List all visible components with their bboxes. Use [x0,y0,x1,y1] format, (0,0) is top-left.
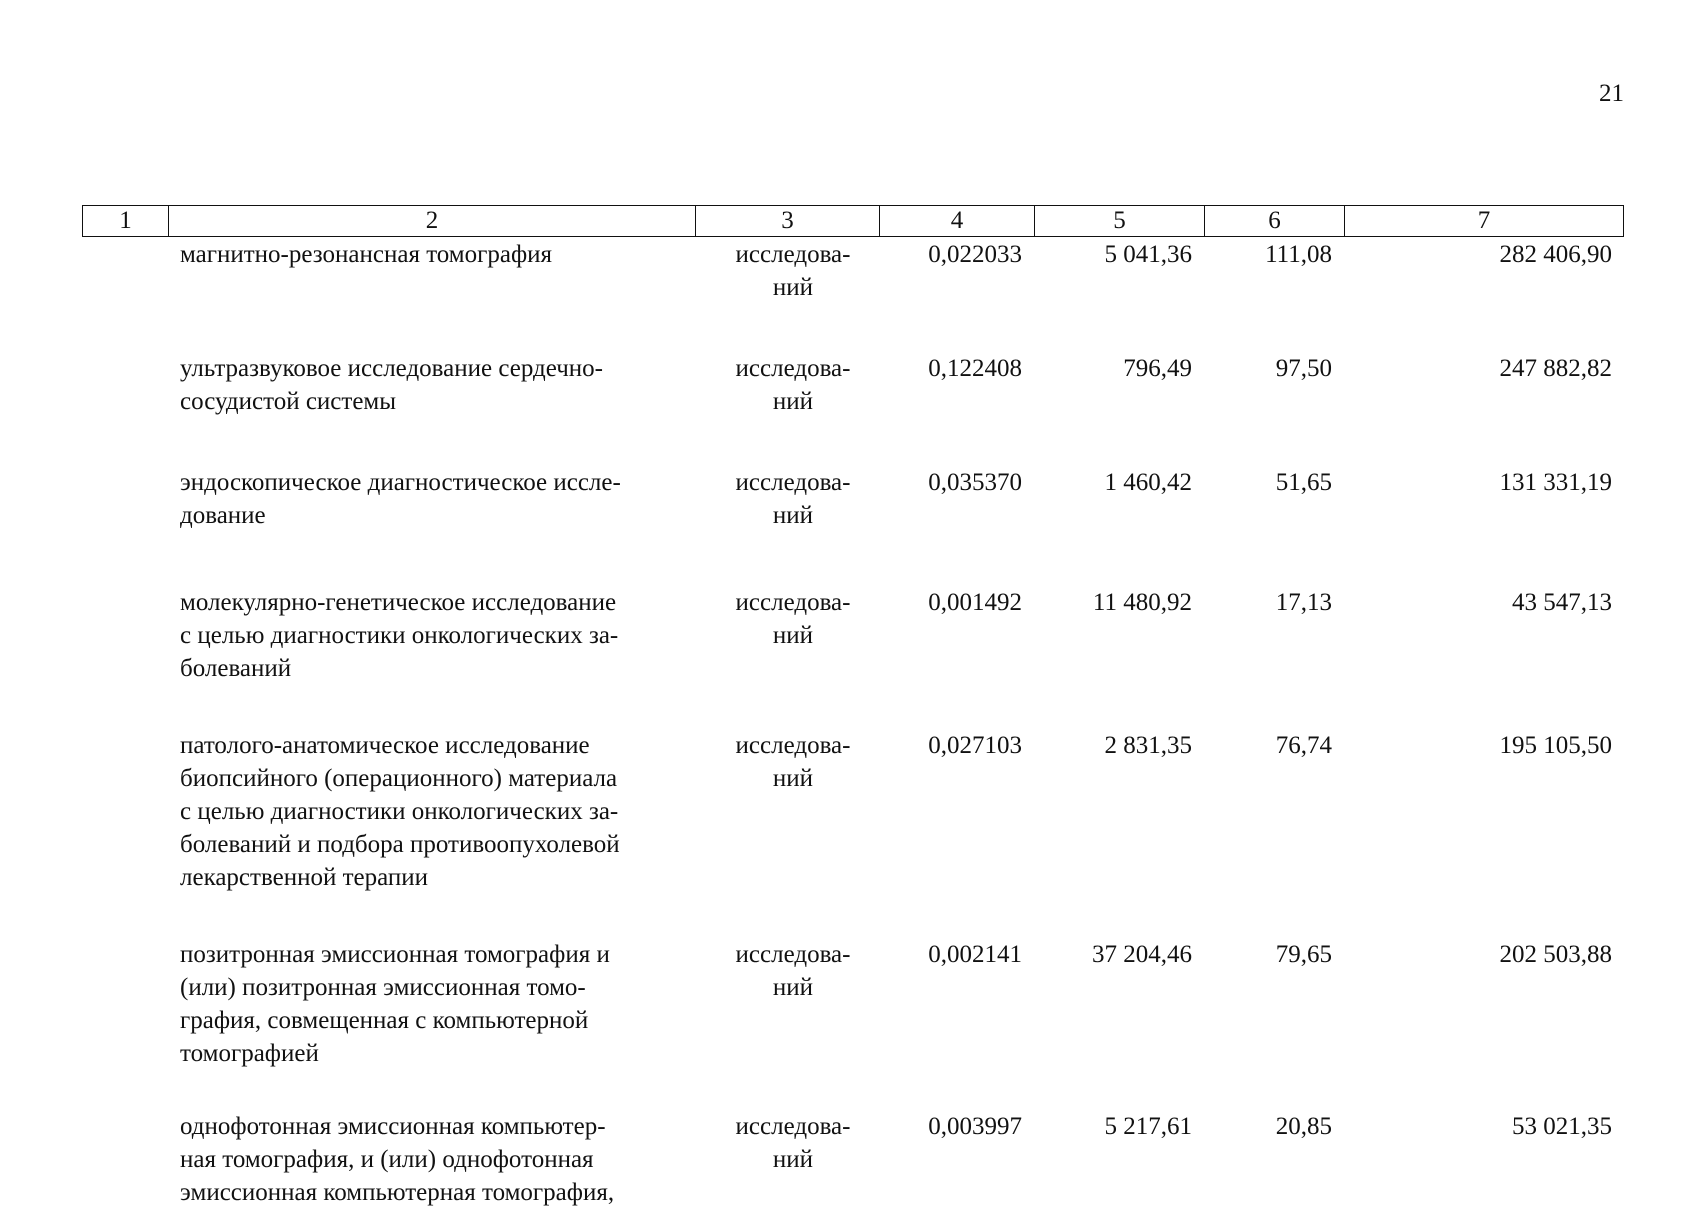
row-unit [695,466,879,532]
row-unit-line: исследова- [735,941,851,968]
row-per-capita: 111,08 [1265,241,1332,268]
header-col-2: 2 [169,206,696,236]
row-name-line: болеваний и подбора противоопухолевой [180,831,620,858]
row-name [168,352,695,418]
row-col-1 [82,586,168,685]
row-per-capita: 17,13 [1275,589,1332,616]
row-unit-line: исследова- [735,1113,851,1140]
row-name-line: позитронная эмиссионная томография и [180,941,610,968]
row-name-line: молекулярно-генетическое исследование [180,589,617,616]
header-col-1: 1 [83,206,169,236]
row-total: 195 105,50 [1499,732,1612,759]
row-col-1 [82,1110,168,1209]
row-norm: 0,002141 [928,941,1022,968]
row-name-line: биопсийного (операционного) материала [180,765,618,792]
row-unit [695,586,879,685]
row-unit-line: исследова- [735,469,851,496]
row-name [168,238,695,304]
row-name-line: дование [180,502,266,529]
header-col-5: 5 [1035,206,1205,236]
row-norm: 0,122408 [928,355,1022,382]
row-name [168,586,695,685]
row-name-line: графия, совмещенная с компьютерной [180,1007,589,1034]
row-name-line: сосудистой системы [180,388,397,415]
row-name-line: однофотонная эмиссионная компьютер- [180,1113,606,1140]
row-name-line: патолого-анатомическое исследование [180,732,590,759]
table-row [82,352,1624,418]
row-per-capita: 51,65 [1275,469,1332,496]
table-body [82,238,1624,1209]
table-row [82,938,1624,1070]
table-row [82,466,1624,532]
row-name-line: лекарственной терапии [180,864,429,891]
row-total: 43 547,13 [1512,589,1612,616]
row-name-line: с целью диагностики онкологических за- [180,622,619,649]
row-col-1 [82,729,168,894]
row-norm: 0,035370 [928,469,1022,496]
row-name-line: ная томография, и (или) однофотонная [180,1146,594,1173]
row-norm: 0,001492 [928,589,1022,616]
row-name-line: эмиссионная компьютерная томография, [180,1179,615,1206]
row-total: 131 331,19 [1499,469,1612,496]
row-unit [695,938,879,1070]
row-name-line: с целью диагностики онкологических за- [180,798,619,825]
row-name-line: магнитно-резонансная томография [180,241,553,268]
row-unit-line: ний [772,622,814,649]
table-header [82,205,1624,237]
header-col-6: 6 [1205,206,1345,236]
header-col-7: 7 [1477,207,1491,234]
row-unit-line: ний [772,502,814,529]
row-unit-line: исследова- [735,355,851,382]
row-norm: 0,003997 [928,1113,1022,1140]
header-col-4: 4 [880,206,1035,236]
row-unit [695,352,879,418]
row-name [168,938,695,1070]
row-col-1 [82,466,168,532]
row-name [168,466,695,532]
row-cost: 796,49 [1123,355,1192,382]
row-unit-line: ний [772,1146,814,1173]
row-per-capita: 76,74 [1275,732,1332,759]
row-unit [695,238,879,304]
row-col-1 [82,238,168,304]
row-cost: 37 204,46 [1092,941,1192,968]
row-per-capita: 97,50 [1275,355,1332,382]
row-col-1 [82,352,168,418]
row-unit-line: ний [772,974,814,1001]
row-cost: 11 480,92 [1092,589,1192,616]
header-col-3: 3 [696,206,880,236]
table-row [82,586,1624,685]
row-cost: 5 041,36 [1104,241,1192,268]
row-total: 202 503,88 [1499,941,1612,968]
row-norm: 0,027103 [928,732,1022,759]
row-name-line: ультразвуковое исследование сердечно- [180,355,603,382]
table-row [82,729,1624,894]
table-row [82,1110,1624,1209]
row-unit-line: исследова- [735,732,851,759]
row-col-1 [82,938,168,1070]
row-unit-line: исследова- [735,589,851,616]
row-unit-line: ний [772,388,814,415]
row-total: 282 406,90 [1499,241,1612,268]
row-total: 247 882,82 [1499,355,1612,382]
row-unit-line: ний [772,274,814,301]
row-unit-line: исследова- [735,241,851,268]
row-norm: 0,022033 [928,241,1022,268]
row-cost: 2 831,35 [1104,732,1192,759]
table-row [82,238,1624,304]
row-total: 53 021,35 [1512,1113,1612,1140]
row-name-line: болеваний [180,655,292,682]
row-per-capita: 79,65 [1275,941,1332,968]
row-name-line: (или) позитронная эмиссионная томо- [180,974,586,1001]
page-number: 21 [1599,80,1624,107]
row-name-line: эндоскопическое диагностическое иссле- [180,469,621,496]
row-name [168,729,695,894]
row-unit-line: ний [772,765,814,792]
row-name [168,1110,695,1209]
row-cost: 1 460,42 [1104,469,1192,496]
row-name-line: томографией [180,1040,319,1067]
row-unit [695,1110,879,1209]
row-cost: 5 217,61 [1104,1113,1192,1140]
row-unit [695,729,879,894]
row-per-capita: 20,85 [1275,1113,1332,1140]
